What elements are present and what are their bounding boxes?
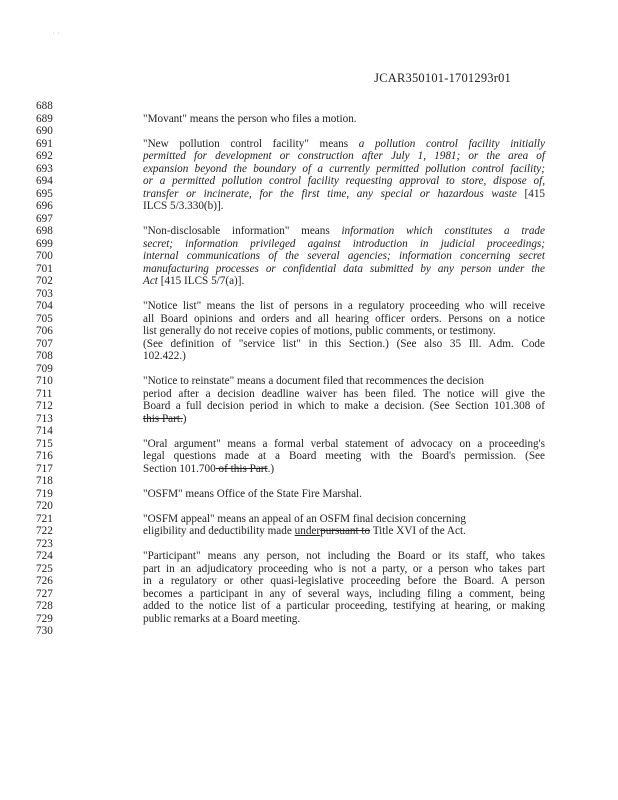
text-line: "Participant" means any person, not including the Board or its staff, who takes xyxy=(143,550,545,562)
text-line: 102.422.) xyxy=(143,350,186,362)
line-number: 693 xyxy=(36,162,53,175)
line-number: 711 xyxy=(36,387,53,400)
line-number: 717 xyxy=(36,462,53,475)
definition-non-disclosable-information xyxy=(143,225,545,288)
text-line: expansion beyond the boundary of a currently permitted pollution control facility; xyxy=(143,162,545,175)
line-number: 697 xyxy=(36,212,53,225)
text-line: or a permitted pollution control facility requesting approval to store, dispose of, xyxy=(143,175,545,187)
line-number: 714 xyxy=(36,425,53,437)
line-number: 688 xyxy=(36,100,53,112)
text-line: "Oral argument" means a formal verbal statement of advocacy on a proceeding's xyxy=(143,437,545,450)
text-line: permitted for development or construction after July 1, 1981; or the area of xyxy=(143,150,545,162)
text-line: part in an adjudicatory proceeding who is not a party, or a person who takes part xyxy=(143,562,545,575)
text-line: Board a full decision period in which to make a decision. (See Section 101.308 of xyxy=(143,400,545,412)
text-line: in a regulatory or other quasi-legislative proceeding before the Board. A person xyxy=(143,575,545,587)
line-number: 727 xyxy=(36,587,53,600)
text-line: "Non-disclosable information" means information which constitutes a trade xyxy=(143,225,545,237)
text-line: internal communications of the several agencies; information concerning secret xyxy=(143,250,545,262)
line-number: 721 xyxy=(36,512,53,525)
line-number: 704 xyxy=(36,300,53,312)
line-number: 720 xyxy=(36,500,53,512)
definition-movant xyxy=(143,113,545,126)
line-number: 701 xyxy=(36,262,53,275)
text-line: public remarks at a Board meeting. xyxy=(143,612,301,625)
line-number: 718 xyxy=(36,475,53,487)
text-line: "Movant" means the person who files a motion. xyxy=(143,112,357,125)
line-number: 709 xyxy=(36,362,53,375)
line-number: 707 xyxy=(36,337,53,350)
line-number: 696 xyxy=(36,200,53,212)
text-line: this Part.) xyxy=(143,412,187,425)
line-number: 703 xyxy=(36,287,53,300)
line-number: 723 xyxy=(36,537,53,550)
line-number: 689 xyxy=(36,112,53,125)
text-line: eligibility and deductibility made underpursuant to Title XVI of the Act. xyxy=(143,525,466,537)
definition-participant xyxy=(143,550,545,625)
line-number: 694 xyxy=(36,175,53,187)
text-line: "OSFM appeal" means an appeal of an OSFM final decision concerning xyxy=(143,512,466,525)
struck-text: pursuant to xyxy=(320,525,371,537)
line-number: 700 xyxy=(36,250,53,262)
line-number: 715 xyxy=(36,437,53,450)
line-number: 706 xyxy=(36,325,53,337)
line-number: 708 xyxy=(36,350,53,362)
line-number: 699 xyxy=(36,237,53,250)
line-number: 725 xyxy=(36,562,53,575)
text-line: (See definition of "service list" in this Section.) (See also 35 Ill. Adm. Code xyxy=(143,337,545,350)
text-line: "OSFM" means Office of the State Fire Marshal. xyxy=(143,487,362,500)
line-number: 705 xyxy=(36,312,53,325)
line-number: 698 xyxy=(36,225,53,237)
text-line: list generally do not receive copies of motions, public comments, or testimony. xyxy=(143,325,496,337)
line-number: 719 xyxy=(36,487,53,500)
text-line: added to the notice list of a particular proceeding, testifying at hearing, or making xyxy=(143,600,545,612)
line-number: 729 xyxy=(36,612,53,625)
document-id: JCAR350101-1701293r01 xyxy=(374,71,511,85)
line-number: 730 xyxy=(36,625,53,637)
definition-osfm-appeal xyxy=(143,513,545,538)
line-number: 710 xyxy=(36,375,53,387)
line-number: 712 xyxy=(36,400,53,412)
line-number: 728 xyxy=(36,600,53,612)
text-line: all Board opinions and orders and all hearing officer orders. Persons on a notice xyxy=(143,312,545,325)
line-number: 690 xyxy=(36,125,53,137)
text-line: becomes a participant in any of several ways, including filing a comment, being xyxy=(143,587,545,600)
definition-new-pollution-control-facility xyxy=(143,138,545,213)
text-line: "Notice to reinstate" means a document filed that recommences the decision xyxy=(143,375,484,387)
line-number: 724 xyxy=(36,550,53,562)
text-line: ILCS 5/3.330(b)]. xyxy=(143,200,224,212)
struck-text: this Part. xyxy=(143,412,183,425)
definition-osfm xyxy=(143,488,545,501)
line-number: 691 xyxy=(36,137,53,150)
text-line: legal questions made at a Board meeting with the Board's permission. (See xyxy=(143,450,545,462)
struck-text: of this Part xyxy=(215,462,268,475)
text-line: manufacturing processes or confidential data submitted by any person under the xyxy=(143,262,545,275)
line-number: 713 xyxy=(36,412,53,425)
scan-speck: · · xyxy=(52,28,61,38)
line-number: 702 xyxy=(36,275,53,287)
inserted-text: under xyxy=(294,525,321,537)
text-line: secret; information privileged against introduction in judicial proceedings; xyxy=(143,237,545,250)
text-line: Section 101.700 of this Part.) xyxy=(143,462,275,475)
line-number: 716 xyxy=(36,450,53,462)
line-number: 722 xyxy=(36,525,53,537)
definition-oral-argument xyxy=(143,438,545,476)
document-body xyxy=(143,100,545,625)
line-number-column xyxy=(36,100,76,638)
line-number: 692 xyxy=(36,150,53,162)
definition-notice-list xyxy=(143,300,545,363)
text-line: period after a decision deadline waiver has been filed. The notice will give the xyxy=(143,387,545,400)
text-line: "New pollution control facility" means a pollution control facility initially xyxy=(143,137,545,150)
line-number: 695 xyxy=(36,187,53,200)
text-line: "Notice list" means the list of persons in a regulatory proceeding who will receive xyxy=(143,300,545,312)
text-line: transfer or incinerate, for the first time, any special or hazardous waste [415 xyxy=(143,187,546,200)
line-number: 726 xyxy=(36,575,53,587)
text-line: Act [415 ILCS 5/7(a)]. xyxy=(143,275,245,287)
definition-notice-to-reinstate xyxy=(143,375,545,425)
